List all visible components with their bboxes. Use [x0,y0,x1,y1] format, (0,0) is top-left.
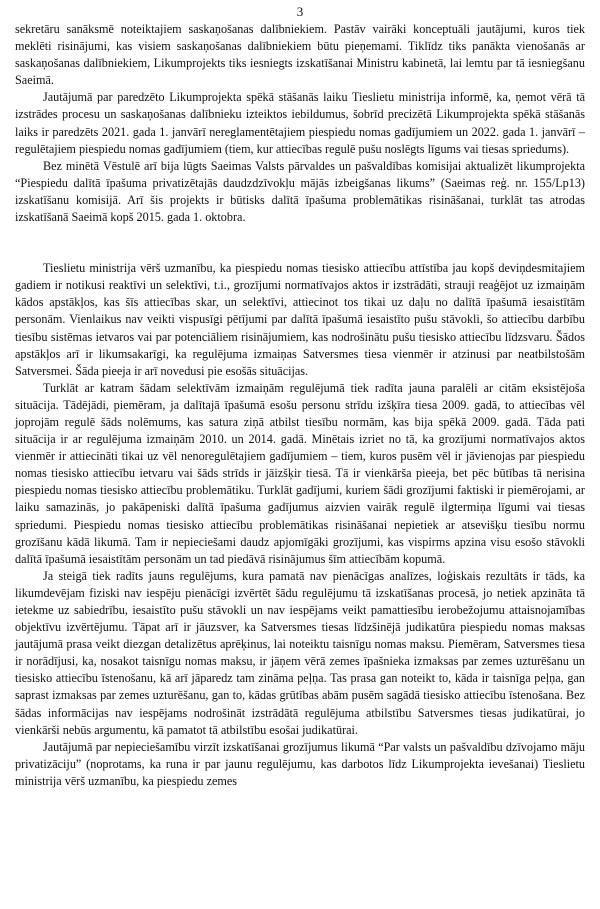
page-number: 3 [296,4,304,19]
paragraph-hasty-regulation: Ja steigā tiek radīts jauns regulējums, kura pamatā nav pienācīgas analīzes, loģiskais rezultāts ir tāds, ka likumdevējam fiziski nav iespēju pienācīgi izvērtēt šādu regulējumu tā izskatīšanas procesā, jo netiek apzināta tā ietekme uz sabiedrību, iesaistīto pušu stāvokli un nav iespējams veikt pamattiesību ierobežojumu attaisnojamības objektīvu izvērtējumu. Tāpat arī ir jāuzsver, ka Satversmes tiesas līdzšinējā judikatūra piespiedu nomas maksas jautājumā prasa veikt diezgan detalizētus aprēķinus, lai noteiktu taisnīgu nomas maksu. Piemēram, Satversmes tiesa ir norādījusi, ka, nosakot taisnīgu nomas maksu, ir jāņem vērā zemes īpašnieka izmaksas par zemes uzturēšanu un tiesisko attiecību īstenošanu, kā arī jāparedz tam zināma peļņa. Tas prasa gan noteikt to, kāda ir taisnīga peļņa, gan saprast izmaksas par zemes uzturēšanu, gan to, kādas grūtības abām pusēm sagādā tiesisko attiecību īstenošana. Bez šādas informācijas nav iespējams nodrošināt izstrādātā regulējuma atbilstību Satversmes tiesas judikatūrai, jo vienkārši nebūs argumentu, kā pamatot tā atbilstību esošai judikatūrai. [15,568,585,737]
paragraph-privatization-amendments: Jautājumā par nepieciešamību virzīt izskatīšanai grozījumus likumā “Par valsts un pašvaldību dzīvojamo māju privatizāciju” (noprotams, ka runa ir par jaunu regulējumu, kas darbotos līdz Likumprojekta ievešanai) Tieslietu ministrija vērš uzmanību, ka piespiedu zemes [15,739,585,788]
paragraph-parallel-situations: Turklāt ar katram šādam selektīvām izmaiņām regulējumā tiek radīta jauna paralēli ar citām eksistējoša situācija. Tādējādi, piemēram, ja dalītajā īpašumā esošu personu strīdu izšķīra tiesa 2009. gadā, to attiecības vēl joprojām regulē šāds nolēmums, kas satura ziņā atbilst tiesību normām, kas bija spēkā 2009. gadā. Tāda pati situācija ir ar regulējuma izmaiņām 2010. un 2014. gadā. Minētais izriet no tā, ka grozījumi normatīvajos aktos vienmēr ir attiecināti tikai uz vēl nenoregulētajiem gadījumiem – tiem, kuros pusēm vēl ir jāvienojas par piespiedu nomas tiesisko attiecību ietvaru vai šāds strīds ir jāizšķir tiesā. Tā ir vienkārša pieeja, bet pēc būtības tā nerisina piespiedu nomas tiesisko attiecību problemātiku. Turklāt gadījumi, kuriem šādi grozījumi faktiski ir piemērojami, ar laiku samazinās, jo pakāpeniski dalītā īpašuma gadījumus aizvien vairāk regulē ilgtermiņa līgumi vai tiesas spriedumi. Piespiedu nomas tiesisko attiecību problemātikas risināšanai nepietiek ar atsevišķu tiesību normu grozīšanu kādā likumā. Tam ir nepieciešami daudz apjomīgāki grozījumi, kas vispirms apzina visu esošo stāvokli dalītā īpašumā iesaistītām personām un tad piedāvā risinājumus šīm attiecībām kopumā. [15,380,585,566]
paragraph-continuation: sekretāru sanāksmē noteiktajiem saskaņošanas dalībniekiem. Pastāv vairāki konceptuāli jautājumi, kuros tiek meklēti risinājumi, kas visiem saskaņošanas dalībniekiem būtu pieņemami. Tiklīdz tiks panākta vienošanās ar saskaņošanas dalībniekiem, Likumprojekts tiks iesniegts izskatīšanai Ministru kabinetā, lai lemtu par tā iesniegšanu Saeimā. [15,22,585,88]
document-body [15,21,585,790]
paragraph-reactive-development: Tieslietu ministrija vērš uzmanību, ka piespiedu nomas tiesisko attiecību attīstība jau kopš deviņdesmitajiem gadiem ir notikusi reaktīvi un selektīvi, t.i., grozījumi normatīvajos aktos ir izstrādāti, strauji reaģējot uz izmaiņām kādos apstākļos, kas šīs attiecības skar, un selektīvi, attiecinot tos tikai uz daļu no dalītā īpašumā iesaistītām personām. Vienlaikus nav veikti vispusīgi pētījumi par dalītā īpašumā iesaistīto pušu stāvokli, šo attiecību darbību tiesību sistēmas ietvaros vai par potenciāliem risinājumiem, kas nodrošinātu pušu tiesisko attiecību līdzsvaru. Šādos apstākļos arī ir likumsakarīgi, ka regulējuma izmaiņas Satversmes tiesa vienmēr ir atzinusi par neatbilstošām Satversmei. Šāda pieeja ir arī novedusi pie esošās situācijas. [15,261,585,378]
paragraph-entry-into-force: Jautājumā par paredzēto Likumprojekta spēkā stāšanās laiku Tieslietu ministrija informē, ka, ņemot vērā tā izstrādes procesu un saskaņošanas dalībnieku izteiktos iebildumus, šobrīd precizētā Likumprojekta spēkā stāšanās laiks ir paredzēts 2021. gada 1. janvārī nereglamentētajiem piespiedu nomas gadījumiem un 2022. gada 1. janvārī – regulētajiem piespiedu nomas gadījumiem (tiem, kur attiecības regulē pušu noslēgts līgums vai tiesas spriedums). [15,90,585,156]
paragraph-commission-request: Bez minētā Vēstulē arī bija lūgts Saeimas Valsts pārvaldes un pašvaldības komisijai aktualizēt likumprojekta “Piespiedu dalītā īpašuma privatizētajās daudzdzīvokļu mājās izbeigšanas likums” (Saeimas reģ. nr. 155/Lp13) izskatīšanu komisijā. Arī šis projekts ir būtisks dalītā īpašuma problemātikas risināšanai, turklāt tas atrodas izskatīšanā Saeimā kopš 2015. gada 1. oktobra. [15,158,585,225]
